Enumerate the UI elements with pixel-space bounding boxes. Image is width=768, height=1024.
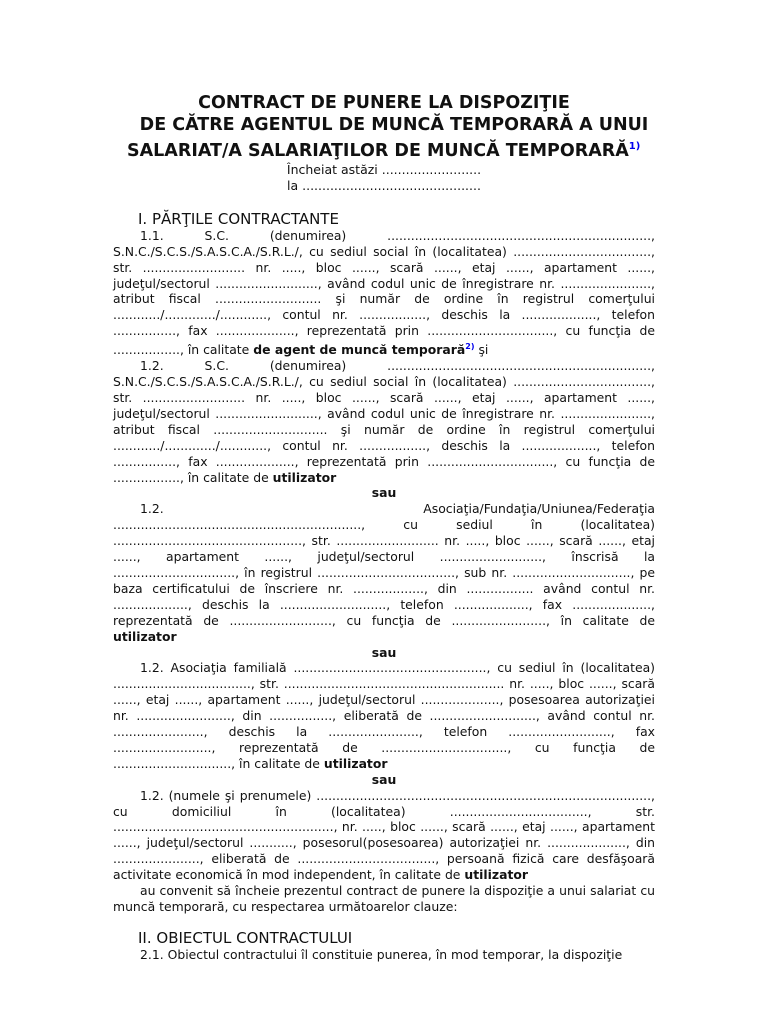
paragraph-1-2-association: 1.2. Asociaţia/Fundaţia/Uniunea/Federaţia ..............................................................., cu sediul în (localitatea) ................................................, str. .......................... nr. ....., bloc ......, scară ......, etaj ......, apartament ......, judeţul/sectorul .........................., înscrisă la ..............................., în registrul ..................................., sub nr. .............................., pe baza certificatului de înscriere nr. .................., din ................. având contul nr. ..................., deschis la ..........................., telefon ..................., fax ...................., reprezentată de .........................., cu funcţia de ........................, în calitate de utilizator: [113, 501, 655, 644]
or-separator: sau: [371, 771, 397, 787]
or-separator: sau: [371, 644, 397, 660]
paragraph-1-2-individual: 1.2. (numele şi prenumele) ....................................................................................., cu domiciliul în (localitatea) ..................................., str. ........................................................, nr. ....., bloc ......, scară ......, etaj ......, apartament ......, judeţul/sectorul ..........., posesorul(posesoarea) autorizaţiei nr. ...................., din ......................, eliberată de ..................................., persoană fizică care desfăşoară activitate economică în mod independent, în calitate de utilizator: [113, 787, 655, 883]
paragraph-agreement: au convenit să încheie prezentul contract de punere la dispoziţie a unui salariat cu muncă temporară, cu respectarea următoarelor clauze:: [113, 883, 655, 915]
role-user: utilizator: [323, 755, 388, 771]
document-title: [113, 92, 655, 162]
role-user: utilizator: [113, 628, 177, 644]
role-user: utilizator: [272, 469, 337, 485]
section-heading-object: II. OBIECTUL CONTRACTULUI: [138, 928, 353, 947]
footnote-2-link[interactable]: 2): [465, 342, 475, 352]
title-footnote-link[interactable]: 1): [628, 141, 641, 152]
paragraph-2-1: 2.1. Obiectul contractului îl constituie punerea, în mod temporar, la dispoziţie: [140, 946, 623, 962]
section-heading-parties: I. PĂRŢILE CONTRACTANTE: [138, 209, 339, 228]
title-line-1: CONTRACT DE PUNERE LA DISPOZIŢIE: [198, 93, 570, 113]
or-separator: sau: [371, 485, 397, 501]
title-line-3: SALARIAT/A SALARIAŢILOR DE MUNCĂ TEMPORARĂ: [127, 140, 629, 161]
paragraph-1-1: 1.1. S.C. (denumirea) ..................................................................., S.N.C./S.C.S./S.A.S.C.A./S.R.L./, cu sediul social în (localitatea) ..................................., str. .......................... nr. ....., bloc ......, scară ......, etaj ......, apartament ......, judeţul/sectorul .........................., având codul unic de înregistrare nr. ......................., atribut fiscal ........................... şi număr de ordine în registrul comerţului ............/............./............, contul nr. ................., deschis la ..................., telefon ................, fax ...................., reprezentată prin ................................, cu funcţia de ................., în calitate de agent de muncă temporară$^{2)}$ şi: [113, 227, 655, 358]
paragraph-1-2-company: 1.2. S.C. (denumirea) ..................................................................., S.N.C./S.C.S./S.A.S.C.A./S.R.L./, cu sediul social în (localitatea) ..................................., str. .......................... nr. ....., bloc ......, scară ......, etaj ......, apartament ......, judeţul/sectorul .........................., având codul unic de înregistrare nr. ......................., atribut fiscal ............................. şi număr de ordine în registrul comerţului ............/............./............, contul nr. ................., deschis la ..................., telefon ................, fax ...................., reprezentată prin ................................, cu funcţia de ................., în calitate de utilizator: [113, 358, 655, 485]
role-user: utilizator: [464, 867, 528, 883]
concluded-date: Încheiat astăzi .........................: [286, 161, 482, 177]
concluded-place: la .............................................: [287, 177, 481, 193]
document-page: [113, 92, 655, 963]
role-temporary-agent: de agent de muncă temporară: [253, 342, 466, 358]
title-line-2: DE CĂTRE AGENTUL DE MUNCĂ TEMPORARĂ A UNUI: [139, 115, 649, 135]
paragraph-1-2-family-association: 1.2. Asociaţia familială ................................................., cu sediul în (localitatea) ..................................., str. ........................................................ nr. ....., bloc ......, scară ......, etaj ......, apartament ......, judeţul/sectorul ...................., posesoarea autorizaţiei nr. ........................, din ................, eliberată de ..........................., având contul nr. ......................., deschis la ......................., telefon .........................., fax ........................., reprezentată de ................................, cu funcţia de .............................., în calitate de utilizator: [113, 660, 655, 771]
